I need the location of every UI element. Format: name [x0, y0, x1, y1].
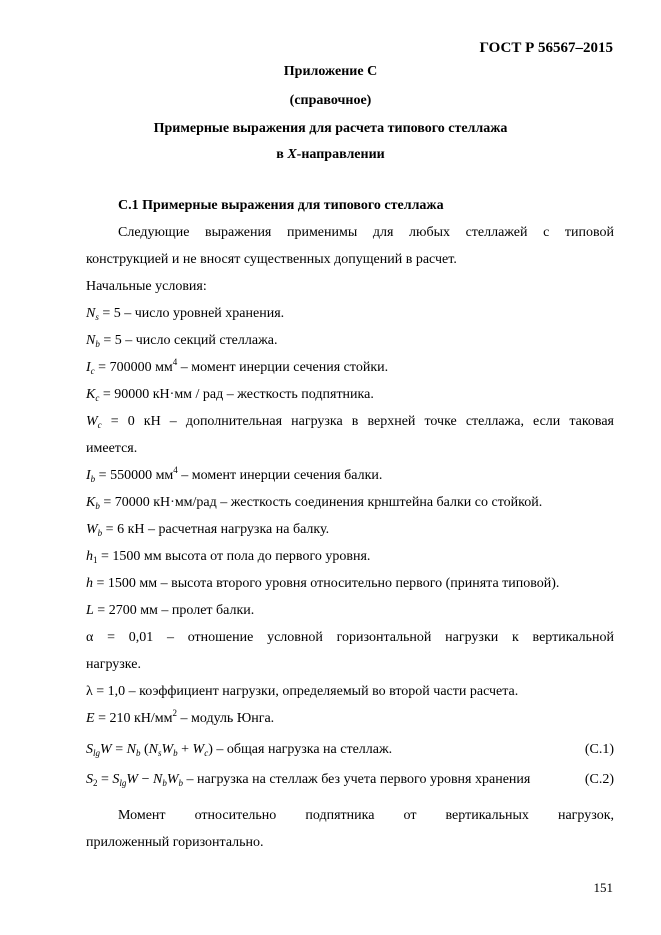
intro-line-1: Следующие выражения применимы для любых стеллажей с типовой — [118, 225, 614, 240]
param-alpha-line-2: нагрузке. — [86, 657, 141, 672]
param-nb: $N_b = 5$ – число секций стеллажа. — [86, 333, 278, 349]
param-alpha-line-1: α = 0,01 – отношение условной горизонтальной нагрузки к вертикальной — [86, 630, 614, 645]
param-l: L = 2700 мм – пролет балки. — [86, 603, 255, 618]
param-e: E = 210 $кН/мм^2$ – модуль Юнга. — [86, 708, 275, 726]
param-ib: $I_b = 550000$ $мм^4$ – момент инерции сечения балки. — [86, 465, 383, 484]
param-wc-line-1: $W_c = 0$ кН – дополнительная нагрузка в верхней точке стеллажа, если таковая — [86, 414, 614, 430]
param-h: h = 1500 мм – высота второго уровня относительно первого (принята типовой). — [86, 576, 560, 591]
page-number: 151 — [593, 880, 613, 895]
equation-c2: $S_2 = S_{lg}W - N_bW_b$ – нагрузка на стеллаж без учета первого уровня хранения (С.2) — [86, 766, 614, 796]
param-h1: $h_1 = 1500$ мм высота от пола до первого уровня. — [86, 549, 371, 565]
param-kc: $K_c = 90000$ кН·мм / рад – жесткость подпятника. — [86, 387, 374, 403]
document-code: ГОСТ Р 56567–2015 — [479, 40, 613, 56]
param-ic: $I_c = 700000$ $мм^4$ – момент инерции сечения стойки. — [86, 357, 389, 376]
section-title: С.1 Примерные выражения для типового стеллажа — [118, 198, 444, 213]
appendix-heading-line-1: Примерные выражения для расчета типового стеллажа — [153, 121, 508, 136]
intro-line-2: конструкцией и не вносят существенных допущений в расчет. — [86, 252, 457, 267]
page-body — [86, 192, 614, 856]
initial-conditions-label: Начальные условия: — [86, 279, 207, 294]
appendix-title: Приложение С — [283, 64, 378, 79]
equation-c1-formula: $S_{lg}W = N_b$ $(N_sW_b + W_c)$ — [86, 742, 213, 758]
equation-c1: $S_{lg}W = N_b$ $(N_sW_b + W_c)$ – общая нагрузка на стеллаж. (С.1) — [86, 736, 614, 766]
param-wb: $W_b = 6$ кН – расчетная нагрузка на балку. — [86, 522, 330, 538]
appendix-heading-line-2: в X-направлении — [276, 147, 385, 162]
param-kb: $K_b = 70000$ кН·мм/рад – жесткость соединения крнштейна балки со стойкой. — [86, 495, 543, 511]
param-ns: $N_s = 5$ – число уровней хранения. — [86, 306, 285, 322]
moment-line-2: приложенный горизонтально. — [86, 835, 264, 850]
param-lambda: λ = 1,0 – коэффициент нагрузки, определяемый во второй части расчета. — [86, 684, 519, 699]
equation-c1-number: (С.1) — [584, 742, 614, 757]
equation-c2-number: (С.2) — [584, 772, 614, 787]
equation-c2-formula: $S_2 = S_{lg}W - N_bW_b$ — [86, 772, 184, 788]
param-wc-line-2: имеется. — [86, 441, 138, 456]
appendix-type: (справочное) — [289, 93, 372, 108]
moment-line-1: Момент относительно подпятника от вертикальных нагрузок, — [118, 808, 614, 823]
